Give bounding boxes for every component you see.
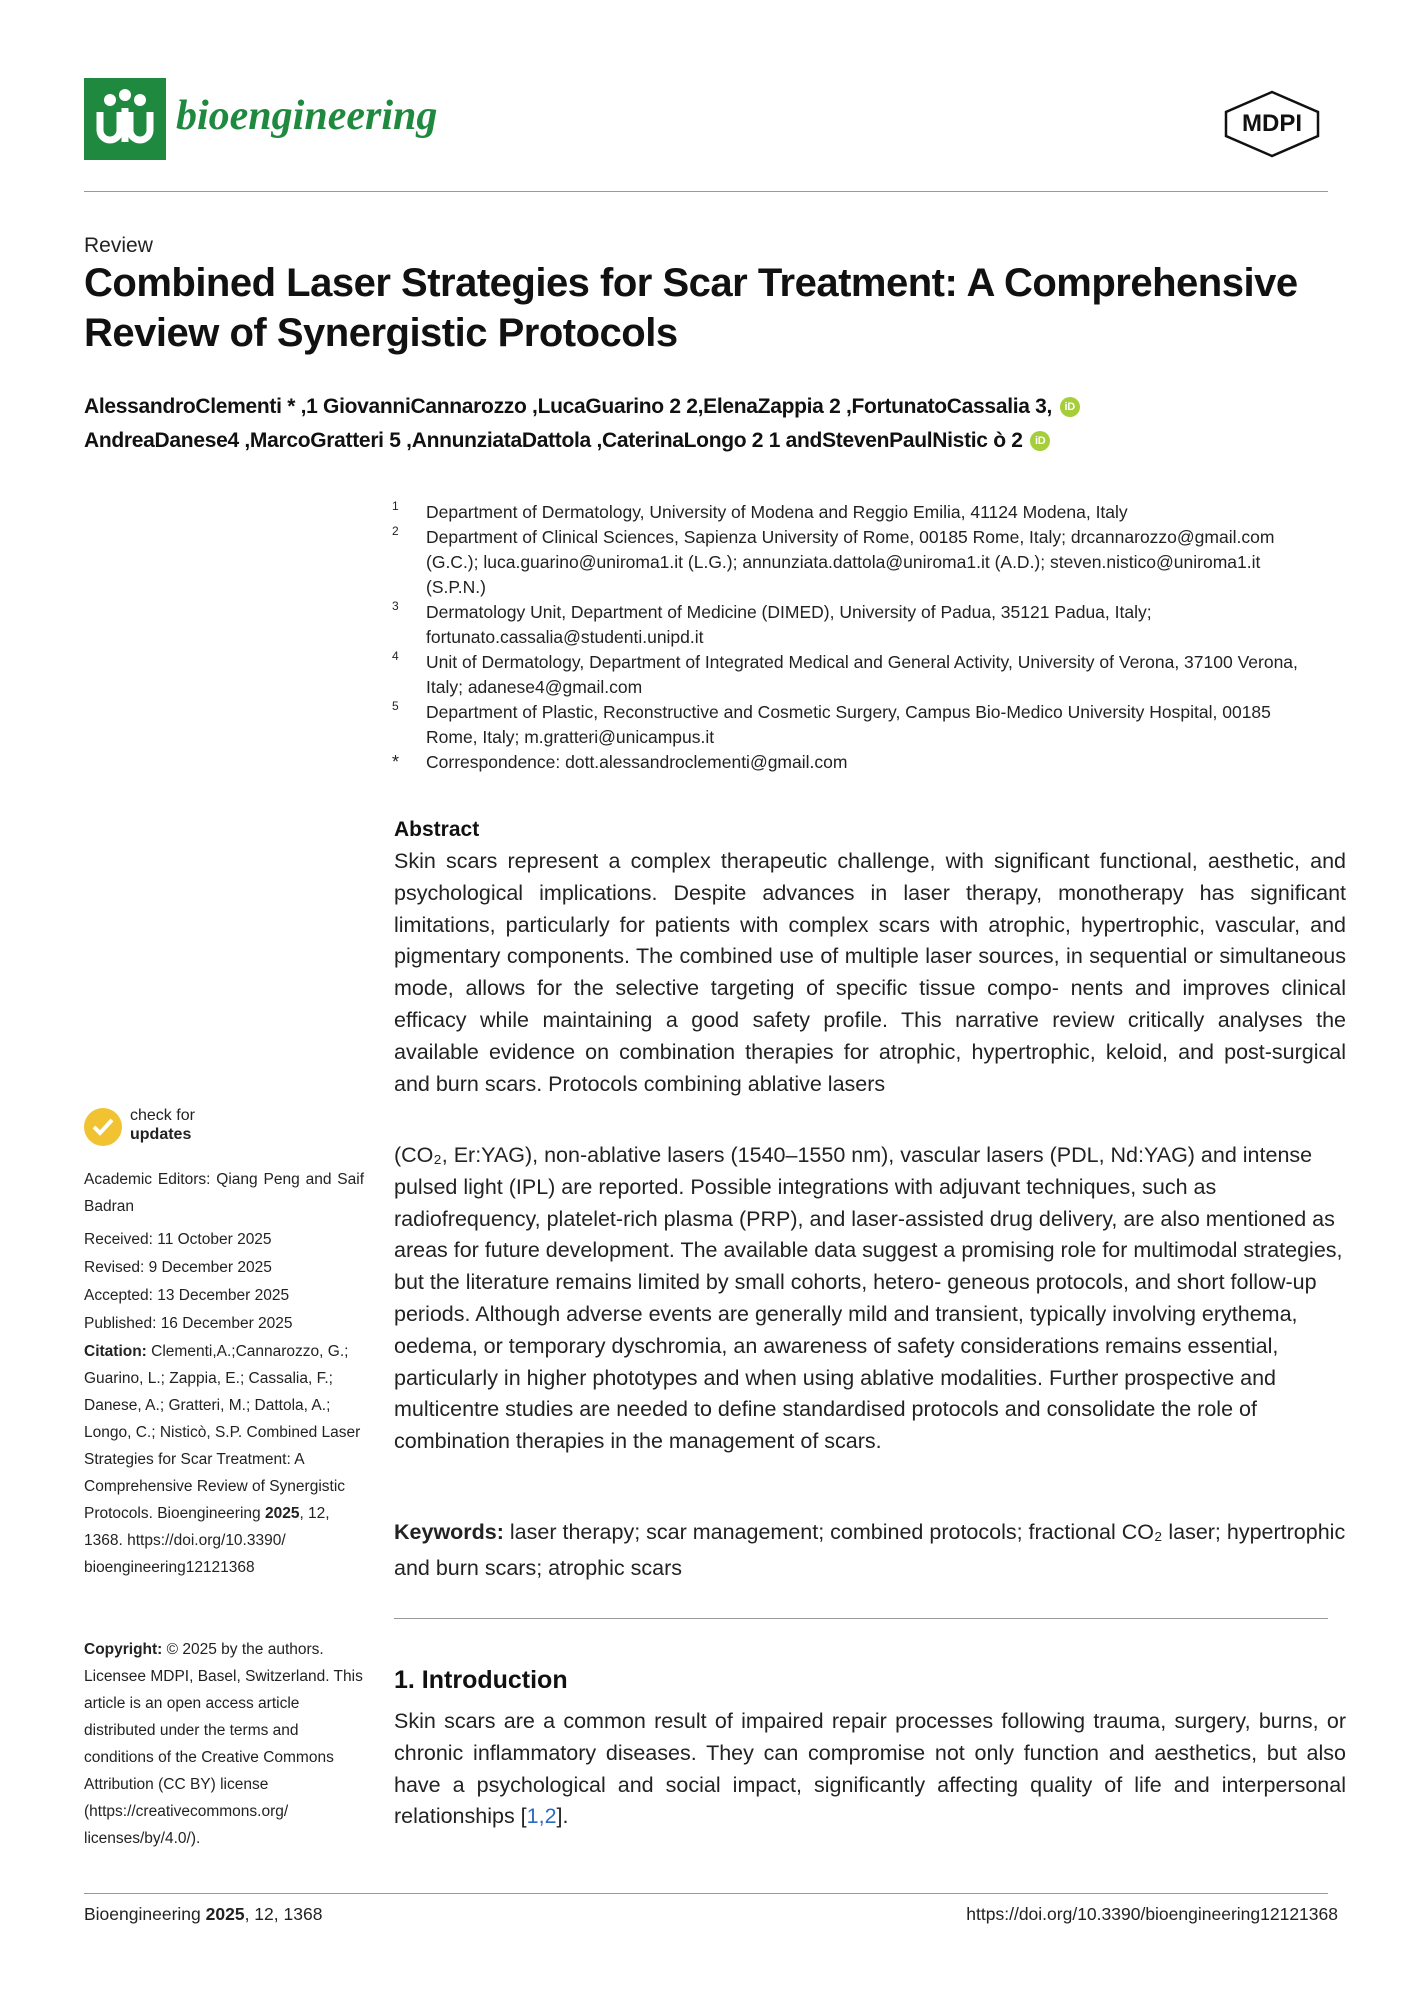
footer-doi-link[interactable]: https://doi.org/10.3390/bioengineering12121368 [966, 1904, 1338, 1924]
author-line-1 [84, 390, 1324, 424]
intro-paragraph [394, 1706, 1346, 1833]
received-date: Received: 11 October 2025 [84, 1231, 272, 1248]
keywords [394, 1514, 1346, 1586]
citation-label: Citation: [84, 1343, 147, 1360]
orcid-icon[interactable]: iD [1030, 431, 1050, 451]
affiliations [392, 500, 1312, 775]
article-type: Review [84, 234, 153, 257]
author-line-2 [84, 424, 1324, 458]
abstract-paragraph-2: (CO₂, Er:YAG), non-ablative lasers (1540–1550 nm), vascular lasers (PDL, Nd:YAG) and intense pulsed light (IPL) are reported. Possible integrations with adjuvant techniques, such as radiofrequency, platelet-rich plasma (PRP), and laser-assisted drug delivery, are also mentioned as areas for future development. The available data suggest a promising role for multimodal strategies, but the literature remains limited by small cohorts, hetero- geneous protocols, and short follow-up periods. Although adverse events are generally mild and transient, typically involving erythema, oedema, or temporary dyschromia, an awareness of safety considerations remains essential, particularly in higher phototypes and when using ablative modalities. Further prospective and multicentre studies are needed to define standardised protocols and consolidate the role of combination therapies in the management of scars. [394, 1143, 1343, 1454]
citation-tail[interactable]: , 12, 1368. https://doi.org/10.3390/ bioengineering12121368 [84, 1505, 330, 1576]
authors-line-2-text[interactable]: AndreaDanese4 ,MarcoGratteri 5 ,AnnunziataDattola ,CaterinaLongo 2 1 andStevenPaulNistic ò 2 [84, 429, 1023, 452]
footer-volume: , 12, 1368 [244, 1904, 323, 1924]
accepted-date: Accepted: 13 December 2025 [84, 1287, 290, 1304]
footer-journal: Bioengineering [84, 1904, 201, 1924]
abstract-paragraph-1: Skin scars represent a complex therapeutic challenge, with significant functional, aesthetic, and psychological implications. Despite advances in laser therapy, monotherapy has significant limitations, particularly for patients with complex scars with atrophic, hypertrophic, vascular, and pigmentary components. The combined use of multiple laser sources, in sequential or simultaneous mode, allows for the selective targeting of specific tissue compo- nents and improves clinical efficacy while maintaining a good safety profile. This narrative review critically analyses the available evidence on combination therapies for atrophic, hypertrophic, keloid, and post-surgical and burn scars. Protocols combining ablative lasers [394, 849, 1346, 1096]
footer-citation [84, 1904, 322, 1925]
copyright-text: © 2025 by the authors. Licensee MDPI, Basel, Switzerland. This article is an open access article distributed under the terms and conditions of the Creative Commons Attribution (CC BY) license (https://creativecommons.org/ licenses/by/4.0/). [84, 1641, 363, 1847]
check-for-updates[interactable] [130, 1106, 195, 1144]
intro-end: ]. [556, 1804, 569, 1829]
journal-logo-icon [84, 78, 166, 160]
affiliation-item: 2 Department of Clinical Sciences, Sapienza University of Rome, 00185 Rome, Italy; drcannarozzo@gmail.com (G.C.); luca.guarino@uniroma1.it (L.G.); annunziata.dattola@uniroma1.it (A.D.); steven.nistico@uniroma1.it (S.P.N.) [392, 524, 1275, 597]
orcid-icon[interactable]: iD [1060, 397, 1080, 417]
footer-divider [84, 1893, 1328, 1894]
footer-year: 2025 [205, 1904, 245, 1924]
citation-year: 2025 [264, 1505, 300, 1522]
abstract-heading: Abstract [394, 818, 480, 841]
citation-text: Clementi,A.;Cannarozzo, G.; Guarino, L.; Zappia, E.; Cassalia, F.; Danese, A.; Gratteri, M.; Dattola, A.; Longo, C.; Nisticò, S.P. Combined Laser Strategies for Scar Treatment: A Comprehensive Review of Synergistic Protocols. Bioengineering [84, 1343, 361, 1522]
updates-label: updates [130, 1126, 192, 1143]
published-date: Published: 16 December 2025 [84, 1315, 293, 1332]
citation-link[interactable]: 1,2 [526, 1804, 557, 1829]
copyright-label: Copyright: [84, 1641, 163, 1658]
publisher-name: MDPI [1242, 110, 1302, 137]
abstract-divider [394, 1618, 1328, 1619]
copyright-block [84, 1636, 364, 1852]
intro-text: Skin scars are a common result of impaired repair processes following trauma, surgery, burns, or chronic inflammatory diseases. They can compromise not only function and aesthetics, but also have a psychological and social impact, significantly affecting quality of life and interpersonal relationships [ [394, 1709, 1346, 1829]
affiliation-item: 3 Dermatology Unit, Department of Medicine (DIMED), University of Padua, 35121 Padua, Italy; fortunato.cassalia@studenti.unipd.it [392, 599, 1152, 647]
journal-name[interactable]: bioengineering [176, 93, 438, 139]
keywords-text: laser therapy; scar management; combined protocols; fractional CO₂ laser; hypertrophic and burn scars; atrophic scars [394, 1520, 1346, 1580]
publisher-logo[interactable] [1222, 90, 1322, 158]
correspondence: * Correspondence: dott.alessandroclementi@gmail.com [392, 752, 848, 772]
keywords-label: Keywords: [394, 1520, 504, 1544]
section-heading: 1. Introduction [394, 1666, 568, 1694]
check-for-label: check for [130, 1107, 195, 1124]
affiliation-item: 1 Department of Dermatology, University of Modena and Reggio Emilia, 41124 Modena, Italy [392, 499, 1128, 522]
authors-line-1-text[interactable]: AlessandroClementi * ,1 GiovanniCannarozzo ,LucaGuarino 2 2,ElenaZappia 2 ,FortunatoCassalia 3, [84, 395, 1053, 418]
check-for-updates-icon[interactable] [84, 1108, 122, 1146]
citation-block [84, 1338, 364, 1581]
author-list [84, 390, 1324, 458]
revised-date: Revised: 9 December 2025 [84, 1259, 272, 1276]
article-title: Combined Laser Strategies for Scar Treatment: A Comprehensive Review of Synergistic Protocols [84, 261, 1298, 355]
header-divider [84, 191, 1328, 192]
academic-editors: Academic Editors: Qiang Peng and Saif Badran [84, 1171, 364, 1215]
affiliation-item: 5 Department of Plastic, Reconstructive and Cosmetic Surgery, Campus Bio-Medico University Hospital, 00185 Rome, Italy; m.gratteri@unicampus.it [392, 699, 1271, 747]
affiliation-item: 4 Unit of Dermatology, Department of Integrated Medical and General Activity, University of Verona, 37100 Verona, Italy; adanese4@gmail.com [392, 649, 1298, 697]
